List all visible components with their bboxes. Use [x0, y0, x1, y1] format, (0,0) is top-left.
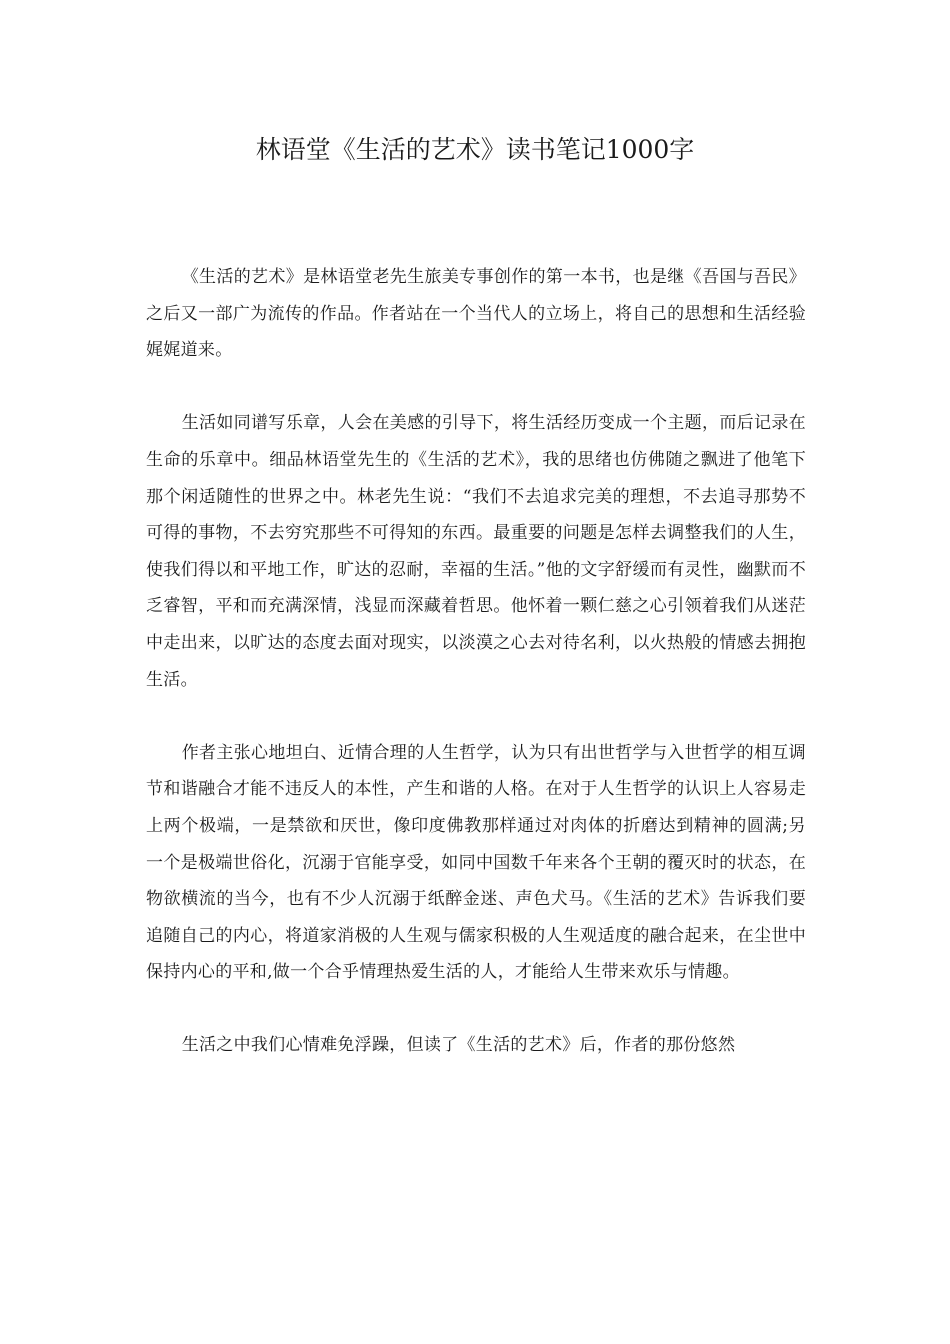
paragraph-1: 《生活的艺术》是林语堂老先生旅美专事创作的第一本书，也是继《吾国与吾民》之后又一部广为流传的作品。作者站在一个当代人的立场上，将自己的思想和生活经验娓娓道来。: [146, 267, 806, 361]
paragraph-3: 作者主张心地坦白、近情合理的人生哲学，认为只有出世哲学与入世哲学的相互调节和谐融合才能不违反人的本性，产生和谐的人格。在对于人生哲学的认识上人容易走上两个极端，一是禁欲和厌世，像印度佛教那样通过对肉体的折磨达到精神的圆满;另一个是极端世俗化，沉溺于官能享受，如同中国数千年来各个王朝的覆灭时的状态，在物欲横流的当今，也有不少人沉溺于纸醉金迷、声色犬马。《生活的艺术》告诉我们要追随自己的内心，将道家消极的人生观与儒家积极的人生观适度的融合起来，在尘世中保持内心的平和,做一个合乎情理热爱生活的人，才能给人生带来欢乐与情趣。: [146, 742, 806, 983]
document-title: 林语堂《生活的艺术》读书笔记1000字: [255, 135, 695, 164]
paragraph-2: 生活如同谱写乐章，人会在美感的引导下，将生活经历变成一个主题，而后记录在生命的乐章中。细品林语堂先生的《生活的艺术》，我的思绪也仿佛随之飘进了他笔下那个闲适随性的世界之中。林老先生说：“我们不去追求完美的理想，不去追寻那势不可得的事物，不去穷究那些不可得知的东西。最重要的问题是怎样去调整我们的人生，使我们得以和平地工作，旷达的忍耐，幸福的生活。”他的文字舒缓而有灵性，幽默而不乏睿智，平和而充满深情，浅显而深藏着哲思。他怀着一颗仁慈之心引领着我们从迷茫中走出来，以旷达的态度去面对现实，以淡漠之心去对待名利，以火热般的情感去拥抱生活。: [146, 413, 806, 690]
document-body: [146, 259, 806, 1101]
paragraph-4: 生活之中我们心情难免浮躁，但读了《生活的艺术》后，作者的那份悠然: [181, 1035, 736, 1056]
